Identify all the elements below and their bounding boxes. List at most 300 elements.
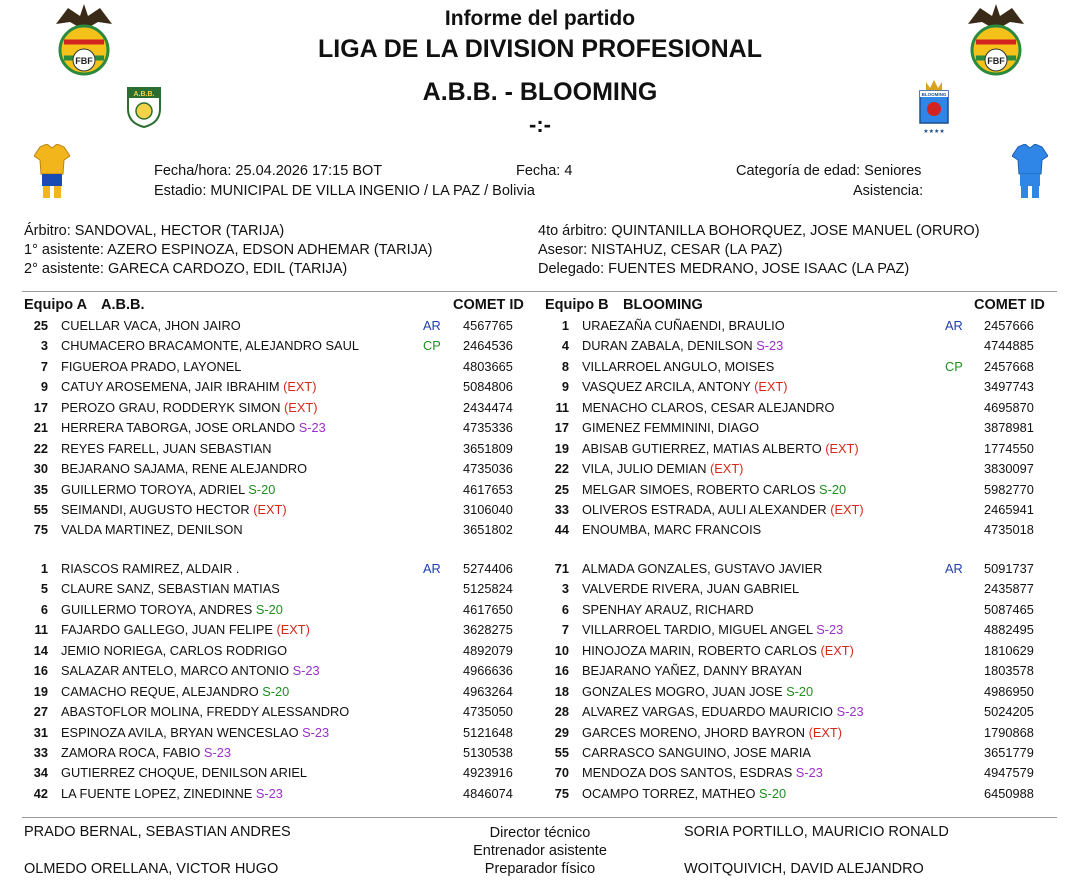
- player-name: VILA, JULIO DEMIAN: [582, 461, 707, 477]
- player-number: 14: [33, 642, 48, 658]
- svg-text:BLOOMING: BLOOMING: [921, 92, 947, 97]
- player-number: 4: [561, 338, 569, 354]
- player-name-cell: [61, 459, 307, 479]
- comet-id: 5274406: [463, 561, 513, 576]
- player-number: 34: [33, 765, 48, 781]
- player-name-cell: [582, 459, 743, 479]
- comet-id: 4617653: [463, 481, 513, 497]
- player-name-cell: [61, 357, 241, 377]
- player-number: 33: [554, 501, 569, 517]
- svg-text:A.B.B.: A.B.B.: [133, 91, 155, 98]
- player-role: CP: [423, 338, 441, 354]
- player-row: [18, 743, 538, 763]
- player-name: ALMADA GONZALES, GUSTAVO JAVIER: [582, 561, 823, 576]
- comet-id: 4963264: [463, 683, 513, 699]
- player-name: VILLARROEL TARDIO, MIGUEL ANGEL: [582, 622, 813, 638]
- player-row: [539, 398, 1059, 418]
- player-row: [539, 520, 1059, 540]
- attendance: Asistencia:: [853, 183, 924, 199]
- player-row: [18, 316, 538, 336]
- player-row: [18, 784, 538, 804]
- player-tag: S-23: [792, 765, 823, 781]
- player-row: [18, 682, 538, 702]
- player-number: 17: [554, 420, 569, 436]
- team-a-starters: [18, 316, 538, 541]
- comet-id: 4735018: [984, 522, 1034, 538]
- player-name-cell: [61, 377, 317, 397]
- comet-id: 4882495: [984, 622, 1034, 638]
- player-row: [18, 377, 538, 397]
- player-name: GONZALES MOGRO, JUAN JOSE: [582, 683, 783, 699]
- player-tag: (EXT): [706, 461, 744, 477]
- player-row: [539, 743, 1059, 763]
- player-number: 35: [33, 481, 48, 497]
- svg-text:FBF: FBF: [75, 56, 93, 66]
- player-number: 7: [40, 358, 48, 374]
- comet-id: 2434474: [463, 399, 513, 415]
- player-row: [539, 600, 1059, 620]
- player-name: ZAMORA ROCA, FABIO: [61, 744, 201, 760]
- player-row: [18, 439, 538, 459]
- comet-id: 4846074: [463, 785, 513, 801]
- divider-bottom: [22, 817, 1057, 818]
- player-number: 5: [40, 581, 48, 597]
- player-tag: S-23: [298, 724, 330, 740]
- comet-id: 3878981: [984, 420, 1034, 436]
- player-number: 71: [554, 561, 569, 576]
- player-name: FAJARDO GALLEGO, JUAN FELIPE: [61, 622, 273, 638]
- player-number: 7: [561, 622, 569, 638]
- player-name-cell: [582, 500, 864, 520]
- player-row: [18, 418, 538, 438]
- player-name: JEMIO NORIEGA, CARLOS RODRIGO: [61, 642, 288, 658]
- comet-id: 5084806: [463, 379, 513, 395]
- player-name: ABASTOFLOR MOLINA, FREDDY ALESSANDRO: [61, 704, 350, 720]
- player-row: [18, 702, 538, 722]
- player-name-cell: [582, 336, 783, 356]
- comet-id: 1774550: [984, 440, 1034, 456]
- referee: Árbitro: SANDOVAL, HECTOR (TARIJA): [24, 223, 285, 239]
- delegate: Delegado: FUENTES MEDRANO, JOSE ISAAC (LA PAZ): [538, 261, 910, 277]
- player-name-cell: [61, 439, 272, 459]
- player-tag: (EXT): [750, 379, 788, 395]
- player-row: [539, 377, 1059, 397]
- player-row: [539, 763, 1059, 783]
- comet-id: 5125824: [463, 581, 513, 597]
- comet-id: 4892079: [463, 642, 513, 658]
- team-b-starters: [539, 316, 1059, 541]
- player-name-cell: [61, 702, 349, 722]
- player-name: GARCES MORENO, JHORD BAYRON: [582, 724, 806, 740]
- comet-id: 4803665: [463, 358, 513, 374]
- player-row: [539, 336, 1059, 356]
- player-name-cell: [61, 784, 283, 804]
- team-a-comet-header: COMET ID: [453, 297, 524, 313]
- team-a-coach: PRADO BERNAL, SEBASTIAN ANDRES: [24, 824, 291, 840]
- player-name: CUELLAR VACA, JHON JAIRO: [61, 318, 241, 333]
- player-tag: S-20: [252, 601, 283, 617]
- player-name: REYES FARELL, JUAN SEBASTIAN: [61, 440, 272, 456]
- player-role: CP: [945, 358, 963, 374]
- player-name: MELGAR SIMOES, ROBERTO CARLOS: [582, 481, 816, 497]
- player-name-cell: [61, 641, 287, 661]
- player-tag: S-20: [258, 683, 290, 699]
- player-number: 70: [554, 765, 569, 781]
- player-name: ESPINOZA AVILA, BRYAN WENCESLAO: [61, 724, 299, 740]
- player-tag: S-23: [252, 785, 283, 801]
- player-row: [18, 459, 538, 479]
- player-number: 75: [554, 785, 569, 801]
- player-name: MENDOZA DOS SANTOS, ESDRAS: [582, 765, 793, 781]
- player-tag: (EXT): [249, 501, 287, 517]
- player-name-cell: [61, 723, 329, 743]
- player-tag: S-23: [200, 744, 231, 760]
- player-number: 27: [33, 704, 48, 720]
- player-name-cell: [582, 763, 823, 783]
- player-number: 11: [555, 399, 569, 415]
- officials-right: [538, 222, 980, 279]
- player-tag: S-23: [812, 622, 844, 638]
- player-tag: (EXT): [279, 379, 317, 395]
- player-row: [18, 336, 538, 356]
- player-row: [539, 316, 1059, 336]
- player-role: AR: [423, 561, 441, 576]
- player-number: 22: [554, 461, 569, 477]
- player-row: [18, 661, 538, 681]
- player-name-cell: [582, 398, 834, 418]
- match-datetime: Fecha/hora: 25.04.2026 17:15 BOT: [154, 163, 383, 179]
- comet-id: 3497743: [984, 379, 1034, 395]
- player-name-cell: [61, 398, 317, 418]
- player-name-cell: [61, 520, 243, 540]
- player-name-cell: [582, 723, 842, 743]
- player-name: CAMACHO REQUE, ALEJANDRO: [61, 683, 259, 699]
- player-name-cell: [582, 559, 822, 579]
- player-row: [18, 641, 538, 661]
- player-name-cell: [61, 336, 359, 356]
- player-number: 10: [554, 642, 569, 658]
- player-number: 19: [33, 683, 48, 699]
- away-kit-icon: [1012, 144, 1048, 200]
- team-b-coach: SORIA PORTILLO, MAURICIO RONALD: [684, 824, 949, 840]
- comet-id: 2464536: [463, 338, 513, 354]
- player-name-cell: [61, 579, 280, 599]
- team-a-name: A.B.B.: [101, 297, 145, 313]
- player-row: [539, 439, 1059, 459]
- player-name: CLAURE SANZ, SEBASTIAN MATIAS: [61, 581, 280, 597]
- player-tag: (EXT): [816, 642, 854, 658]
- player-number: 3: [561, 581, 569, 597]
- player-name: BEJARANO YAÑEZ, DANNY BRAYAN: [582, 663, 802, 679]
- comet-id: 2457666: [984, 318, 1034, 333]
- player-tag: S-23: [833, 704, 864, 720]
- player-name: VILLARROEL ANGULO, MOISES: [582, 358, 775, 374]
- player-number: 29: [554, 724, 569, 740]
- comet-id: 5121648: [463, 724, 513, 740]
- report-title: Informe del partido: [444, 7, 636, 30]
- player-name-cell: [582, 357, 774, 377]
- team-a-fitness-coach: OLMEDO ORELLANA, VICTOR HUGO: [24, 861, 279, 877]
- player-role: AR: [945, 561, 963, 576]
- player-number: 75: [33, 522, 48, 538]
- player-name-cell: [582, 480, 846, 500]
- comet-id: 4617650: [463, 601, 513, 617]
- comet-id: 1810629: [984, 642, 1034, 658]
- player-row: [18, 357, 538, 377]
- player-number: 33: [33, 744, 48, 760]
- comet-id: 5091737: [984, 561, 1034, 576]
- player-name: PEROZO GRAU, RODDERYK SIMON: [61, 399, 281, 415]
- player-role: AR: [423, 318, 441, 333]
- player-number: 16: [554, 663, 569, 679]
- player-tag: (EXT): [805, 724, 842, 740]
- player-name: CARRASCO SANGUINO, JOSE MARIA: [582, 744, 811, 760]
- home-kit-icon: [34, 144, 70, 200]
- player-name: GUILLERMO TOROYA, ADRIEL: [61, 481, 245, 497]
- player-name-cell: [582, 377, 788, 397]
- player-row: [539, 784, 1059, 804]
- player-number: 18: [554, 683, 569, 699]
- player-name-cell: [582, 641, 854, 661]
- player-name: GIMENEZ FEMMININI, DIAGO: [582, 420, 760, 436]
- player-tag: (EXT): [826, 501, 864, 517]
- player-number: 44: [554, 522, 569, 538]
- player-number: 25: [33, 318, 48, 333]
- comet-id: 3651802: [463, 522, 513, 538]
- stadium: Estadio: MUNICIPAL DE VILLA INGENIO / LA PAZ / Bolivia: [154, 183, 535, 199]
- player-number: 6: [561, 601, 569, 617]
- player-row: [539, 661, 1059, 681]
- player-name: CATUY AROSEMENA, JAIR IBRAHIM: [61, 379, 280, 395]
- player-name-cell: [582, 620, 843, 640]
- team-a-label: Equipo A: [24, 297, 88, 313]
- fourth-official: 4to árbitro: QUINTANILLA BOHORQUEZ, JOSE MANUEL (ORURO): [538, 223, 980, 239]
- player-name: LA FUENTE LOPEZ, ZINEDINNE: [61, 785, 253, 801]
- player-name-cell: [61, 620, 310, 640]
- player-name-cell: [61, 682, 289, 702]
- match-title: A.B.B. - BLOOMING: [422, 78, 658, 106]
- player-tag: (EXT): [272, 622, 310, 638]
- player-row: [18, 520, 538, 540]
- player-name-cell: [582, 702, 864, 722]
- comet-id: 4735050: [463, 704, 513, 720]
- player-number: 55: [554, 744, 569, 760]
- player-name-cell: [61, 418, 326, 438]
- comet-id: 3651809: [463, 440, 513, 456]
- assistant-1: 1° asistente: AZERO ESPINOZA, EDSON ADHEMAR (TARIJA): [24, 242, 433, 258]
- player-tag: (EXT): [280, 399, 318, 415]
- comet-id: 1790868: [984, 724, 1034, 740]
- player-number: 30: [33, 461, 48, 477]
- player-number: 9: [561, 379, 569, 395]
- player-name: CHUMACERO BRACAMONTE, ALEJANDRO SAUL: [61, 338, 359, 354]
- player-name-cell: [61, 763, 307, 783]
- league-title: LIGA DE LA DIVISION PROFESIONAL: [317, 35, 762, 63]
- player-row: [539, 357, 1059, 377]
- player-row: [539, 559, 1059, 579]
- comet-id: 4735336: [463, 420, 513, 436]
- player-row: [539, 418, 1059, 438]
- player-name-cell: [61, 480, 275, 500]
- player-name: OLIVEROS ESTRADA, AULI ALEXANDER: [582, 501, 827, 517]
- player-name: SPENHAY ARAUZ, RICHARD: [582, 601, 754, 617]
- player-name: ALVAREZ VARGAS, EDUARDO MAURICIO: [582, 704, 834, 720]
- player-number: 6: [40, 601, 48, 617]
- assistant-2: 2° asistente: GARECA CARDOZO, EDIL (TARIJA): [24, 261, 348, 277]
- player-name-cell: [582, 743, 811, 763]
- divider-top: [22, 291, 1057, 292]
- comet-id: 6450988: [984, 785, 1034, 801]
- player-name: SALAZAR ANTELO, MARCO ANTONIO: [61, 663, 290, 679]
- team-b-fitness-coach: WOITQUIVICH, DAVID ALEJANDRO: [684, 861, 924, 877]
- player-number: 21: [33, 420, 48, 436]
- player-name: OCAMPO TORREZ, MATHEO: [582, 785, 756, 801]
- player-name: MENACHO CLAROS, CESAR ALEJANDRO: [582, 399, 835, 415]
- team-b-subs: [539, 559, 1059, 804]
- player-name: URAEZAÑA CUÑAENDI, BRAULIO: [582, 318, 785, 333]
- player-row: [18, 500, 538, 520]
- player-number: 1: [40, 561, 48, 576]
- player-number: 9: [40, 379, 48, 395]
- comet-id: 2465941: [984, 501, 1034, 517]
- player-row: [539, 620, 1059, 640]
- player-name: GUILLERMO TOROYA, ANDRES: [61, 601, 253, 617]
- player-name: RIASCOS RAMIREZ, ALDAIR .: [61, 561, 240, 576]
- player-number: 42: [33, 785, 48, 801]
- player-number: 25: [554, 481, 569, 497]
- comet-id: 4986950: [984, 683, 1034, 699]
- match-score: -:-: [529, 112, 551, 137]
- player-name: DURAN ZABALA, DENILSON: [582, 338, 753, 354]
- player-number: 16: [33, 663, 48, 679]
- player-name: HERRERA TABORGA, JOSE ORLANDO: [61, 420, 296, 436]
- player-name-cell: [61, 600, 283, 620]
- player-name-cell: [582, 600, 754, 620]
- player-name: ABISAB GUTIERREZ, MATIAS ALBERTO: [582, 440, 822, 456]
- player-number: 3: [40, 338, 48, 354]
- age-category: Categoría de edad: Seniores: [736, 163, 922, 179]
- officials-left: [24, 222, 432, 279]
- player-name-cell: [582, 661, 802, 681]
- comet-id: 4735036: [463, 461, 513, 477]
- player-name-cell: [582, 579, 799, 599]
- team-b-comet-header: COMET ID: [974, 297, 1045, 313]
- player-name-cell: [582, 418, 759, 438]
- player-tag: (EXT): [821, 440, 859, 456]
- comet-id: 4923916: [463, 765, 513, 781]
- player-row: [539, 702, 1059, 722]
- player-number: 1: [561, 318, 569, 333]
- player-name-cell: [61, 743, 231, 763]
- player-row: [539, 682, 1059, 702]
- player-number: 11: [34, 622, 48, 638]
- comet-id: 3830097: [984, 461, 1034, 477]
- player-tag: S-23: [289, 663, 320, 679]
- comet-id: 5024205: [984, 704, 1034, 720]
- comet-id: 4744885: [984, 338, 1034, 354]
- player-row: [539, 641, 1059, 661]
- comet-id: 4947579: [984, 765, 1034, 781]
- player-name-cell: [582, 682, 813, 702]
- player-row: [539, 480, 1059, 500]
- player-name: ENOUMBA, MARC FRANCOIS: [582, 522, 762, 538]
- player-name: VASQUEZ ARCILA, ANTONY: [582, 379, 751, 395]
- player-role: AR: [945, 318, 963, 333]
- player-name: VALVERDE RIVERA, JUAN GABRIEL: [582, 581, 800, 597]
- player-number: 22: [33, 440, 48, 456]
- player-name-cell: [582, 316, 785, 336]
- comet-id: 4966636: [463, 663, 513, 679]
- player-row: [18, 600, 538, 620]
- team-a-subs: [18, 559, 538, 804]
- player-row: [539, 459, 1059, 479]
- player-row: [539, 723, 1059, 743]
- player-name-cell: [61, 500, 287, 520]
- player-tag: S-23: [752, 338, 784, 354]
- svg-text:★★★★: ★★★★: [923, 129, 945, 135]
- player-row: [539, 579, 1059, 599]
- comet-id: 4695870: [984, 399, 1034, 415]
- label-fitness-coach: Preparador físico: [484, 861, 596, 877]
- team-b-name: BLOOMING: [623, 297, 703, 313]
- player-name: VALDA MARTINEZ, DENILSON: [61, 522, 243, 538]
- player-tag: S-20: [755, 785, 787, 801]
- player-name: HINOJOZA MARIN, ROBERTO CARLOS: [582, 642, 817, 658]
- player-number: 19: [554, 440, 569, 456]
- comet-id: 5982770: [984, 481, 1034, 497]
- player-name-cell: [582, 520, 761, 540]
- player-name-cell: [61, 316, 241, 336]
- player-row: [18, 559, 538, 579]
- svg-text:FBF: FBF: [987, 56, 1005, 66]
- player-name: BEJARANO SAJAMA, RENE ALEJANDRO: [61, 461, 308, 477]
- player-tag: S-23: [295, 420, 326, 436]
- player-number: 8: [561, 358, 569, 374]
- comet-id: 4567765: [463, 318, 513, 333]
- player-number: 31: [33, 724, 48, 740]
- comet-id: 2457668: [984, 358, 1034, 374]
- comet-id: 3628275: [463, 622, 513, 638]
- player-name-cell: [61, 661, 320, 681]
- player-name-cell: [582, 439, 859, 459]
- player-tag: S-20: [244, 481, 276, 497]
- comet-id: 5130538: [463, 744, 513, 760]
- player-row: [18, 398, 538, 418]
- comet-id: 3106040: [463, 501, 513, 517]
- player-tag: S-20: [815, 481, 847, 497]
- comet-id: 3651779: [984, 744, 1034, 760]
- player-name-cell: [582, 784, 786, 804]
- comet-id: 2435877: [984, 581, 1034, 597]
- player-row: [18, 723, 538, 743]
- comet-id: 5087465: [984, 601, 1034, 617]
- player-name: GUTIERREZ CHOQUE, DENILSON ARIEL: [61, 765, 308, 781]
- team-b-label: Equipo B: [545, 297, 609, 313]
- player-row: [539, 500, 1059, 520]
- assessor: Asesor: NISTAHUZ, CESAR (LA PAZ): [538, 242, 783, 258]
- player-tag: S-20: [782, 683, 814, 699]
- player-number: 28: [554, 704, 569, 720]
- player-row: [18, 620, 538, 640]
- match-round: Fecha: 4: [516, 163, 573, 179]
- comet-id: 1803578: [984, 663, 1034, 679]
- player-row: [18, 763, 538, 783]
- player-name: SEIMANDI, AUGUSTO HECTOR: [61, 501, 250, 517]
- player-number: 17: [33, 399, 48, 415]
- label-head-coach: Director técnico: [489, 825, 591, 841]
- player-row: [18, 579, 538, 599]
- player-name-cell: [61, 559, 239, 579]
